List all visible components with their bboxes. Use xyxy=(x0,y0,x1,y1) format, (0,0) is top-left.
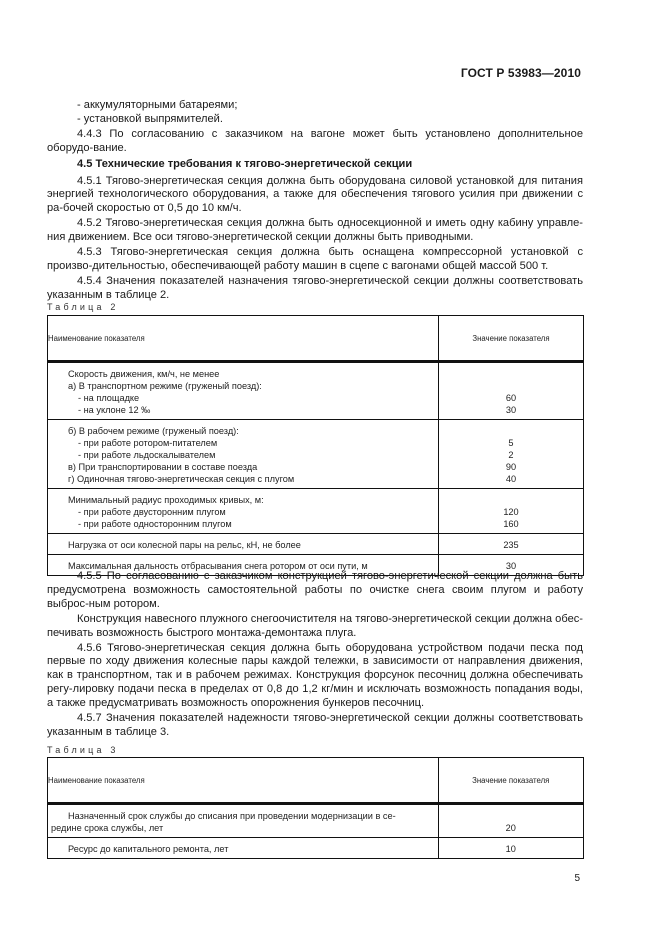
indicator-name-line: - на площадке xyxy=(78,393,140,403)
paragraph: 4.5.5 По согласованию с заказчиком конструкцией тягово-энергетической секции должна быть предусмотрена возможность самостоятельной работы по очистке снега своим плугом и работу выброс-ным ротором. xyxy=(47,570,583,610)
indicator-name-line: а) В транспортном режиме (груженый поезд): xyxy=(68,381,262,391)
indicator-name-line: Максимальная дальность отбрасывания снега ротором от оси пути, м xyxy=(68,561,368,571)
indicator-value: 20 xyxy=(505,823,516,833)
paragraph: Конструкция навесного плужного снегоочистителя на тягово-энергетической секции должна обес-печивать возможность быстрого монтажа-демонтажа плуга. xyxy=(47,612,583,639)
indicator-name-line: г) Одиночная тягово-энергетическая секция с плугом xyxy=(68,474,295,484)
document-code: ГОСТ Р 53983—2010 xyxy=(460,66,581,80)
indicator-value-cell xyxy=(438,420,583,489)
indicator-name-line: Скорость движения, км/ч, не менее xyxy=(68,369,220,379)
indicator-name-line: - на уклоне 12 ‰ xyxy=(78,405,151,415)
table-3-header-value: Значение показателя xyxy=(438,758,583,804)
indicator-value xyxy=(439,380,583,392)
indicator-value-cell xyxy=(438,362,583,420)
indicator-value: 90 xyxy=(505,462,517,472)
indicator-value: 120 xyxy=(503,507,519,517)
text-section-middle xyxy=(47,569,583,740)
indicator-name-line: в) При транспортировании в составе поезда xyxy=(68,462,258,472)
paragraph: 4.5.1 Тягово-энергетическая секция должна быть оборудована силовой установкой для питания энергией технологического оборудования, а также для обеспечения тягового усилия при движении с ра-бочей скоростью от 0,5 до 10 км/ч. xyxy=(47,174,583,215)
table-row xyxy=(48,534,584,555)
table-3 xyxy=(47,757,584,859)
text-section-top xyxy=(47,99,583,303)
indicator-value-cell xyxy=(438,804,583,838)
indicator-name-line: Ресурс до капитального ремонта, лет xyxy=(68,844,229,854)
table-row xyxy=(48,362,584,420)
table-row xyxy=(48,804,584,838)
indicator-name-cell xyxy=(48,362,439,420)
page-number: 5 xyxy=(574,873,580,884)
indicator-name-line: - при работе двусторонним плугом xyxy=(78,507,226,517)
table-2 xyxy=(47,315,584,576)
indicator-name-cell xyxy=(48,804,439,838)
indicator-name-cell xyxy=(48,489,439,534)
paragraph: 4.5.4 Значения показателей назначения тягово-энергетической секции должны соответствовать указанным в таблице 2. xyxy=(47,274,583,301)
indicator-value: 30 xyxy=(505,405,517,415)
table-3-header-name: Наименование показателя xyxy=(48,758,439,804)
indicator-name-line: Назначенный срок службы до списания при проведении модернизации в се- xyxy=(68,811,396,821)
table-row xyxy=(48,420,584,489)
indicator-name-line: Нагрузка от оси колесной пары на рельс, кН, не более xyxy=(68,540,301,550)
indicator-value-cell xyxy=(438,534,583,555)
paragraph: 4.5.3 Тягово-энергетическая секция должна быть оснащена компрессорной установкой с произво-дительностью, обеспечивающей работу машин в сцепе с вагонами общей массой 500 т. xyxy=(47,246,583,272)
indicator-value xyxy=(439,425,583,437)
paragraph: 4.5.7 Значения показателей надежности тягово-энергетической секции должны соответствовать указанным в таблице 3. xyxy=(47,712,583,738)
table-2-caption: Таблица 2 xyxy=(47,302,119,312)
indicator-name-line: редине срока службы, лет xyxy=(51,823,164,833)
indicator-name-line: - при работе ротором-питателем xyxy=(78,438,218,448)
indicator-value xyxy=(439,810,583,822)
indicator-value xyxy=(439,494,583,506)
table-3-caption: Таблица 3 xyxy=(47,745,119,755)
paragraph: 4.5.2 Тягово-энергетическая секция должна быть односекционной и иметь одну кабину управле-ния движением. Все оси тягово-энергетической секции должны быть приводными. xyxy=(47,217,583,244)
indicator-name-cell xyxy=(48,838,439,859)
indicator-value: 2 xyxy=(508,450,514,460)
table-row xyxy=(48,489,584,534)
section-heading: 4.5 Технические требования к тягово-энергетической секции xyxy=(77,157,413,170)
indicator-value: 40 xyxy=(505,474,517,484)
indicator-value xyxy=(439,368,583,380)
indicator-value-cell xyxy=(438,489,583,534)
indicator-name-line: б) В рабочем режиме (груженый поезд): xyxy=(68,426,239,436)
indicator-value-cell xyxy=(438,838,583,859)
paragraph: 4.4.3 По согласованию с заказчиком на вагоне может быть установлено дополнительное оборудо-вание. xyxy=(47,127,583,154)
indicator-value: 235 xyxy=(503,540,519,550)
table-2-header-name: Наименование показателя xyxy=(48,316,439,362)
indicator-value: 5 xyxy=(508,438,514,448)
table-row xyxy=(48,838,584,859)
indicator-name-line: Минимальный радиус проходимых кривых, м: xyxy=(68,495,264,505)
indicator-name-cell xyxy=(48,420,439,489)
paragraph: 4.5.6 Тягово-энергетическая секция должна быть оборудована устройством подачи песка под первые по ходу движения колесные пары каждой тележки, в зависимости от направления движения, как в транспортном, так и в рабочем режимах. Конструкция форсунок песочниц должна обеспечивать регу-лировку подачи песка в пределах от 0,8 до 1,2 кг/мин и исключать возможность попадания воды, а также предусматривать возможность опорожнения бункеров песочниц. xyxy=(47,641,583,710)
paragraph: - аккумуляторными батареями; xyxy=(77,99,238,111)
indicator-name-line: - при работе односторонним плугом xyxy=(78,519,232,529)
indicator-value: 160 xyxy=(503,519,519,529)
paragraph: - установкой выпрямителей. xyxy=(77,112,223,125)
table-2-header-value: Значение показателя xyxy=(438,316,583,362)
indicator-value: 60 xyxy=(505,393,517,403)
indicator-value: 30 xyxy=(505,561,517,571)
indicator-name-cell xyxy=(48,534,439,555)
indicator-value: 10 xyxy=(505,844,516,854)
indicator-name-line: - при работе льдоскалывателем xyxy=(78,450,216,460)
